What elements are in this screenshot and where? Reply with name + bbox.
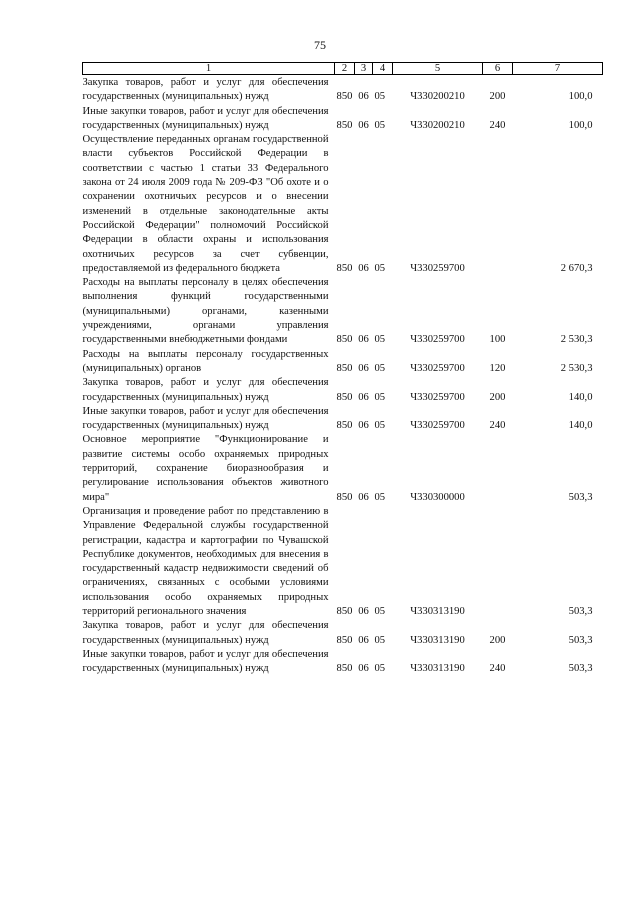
razdel-cell: 06 (358, 605, 369, 617)
table-row (83, 376, 603, 405)
sum-cell: 140,0 (568, 391, 593, 403)
row-name-cell: Закупка товаров, работ и услуг для обеспечения государственных (муниципальных) нужд (82, 620, 329, 646)
csr-cell: Ч330259700 (410, 334, 465, 346)
row-name-cell: Закупка товаров, работ и услуг для обеспечения государственных (муниципальных) нужд (82, 377, 329, 403)
row-name-cell: Расходы на выплаты персоналу в целях обеспечения выполнения функций государственными (муниципальными) органами, казенными учреждениями, органами управления государственными внебюджетными фондами (82, 277, 329, 346)
csr-cell: Ч330259700 (410, 262, 465, 274)
razdel-cell: 06 (358, 663, 369, 675)
table-row (83, 648, 603, 677)
row-name-cell: Основное мероприятие "Функционирование и развитие системы особо охраняемых природных территорий, сохранение биоразнообразия и регулирование использования объектов животного мира" (82, 434, 329, 503)
podrazdel-cell: 05 (374, 119, 386, 131)
table-row (83, 133, 603, 276)
table-row (83, 105, 603, 134)
row-name-cell: Иные закупки товаров, работ и услуг для обеспечения государственных (муниципальных) нужд (82, 648, 329, 675)
vr-cell: 200 (489, 391, 506, 403)
sum-cell: 503,3 (568, 634, 593, 646)
row-name-cell: Осуществление переданных органам государственной власти субъектов Российской Федерации в соответствии с частью 1 статьи 33 Федерального закона от 24 июля 2009 года № 209-ФЗ "Об охоте и о сохранении охотничьих ресурсов и о внесении изменений в отдельные законодательные акты Российской Федерации" полномочий Российской Федерации в области охраны и использования охотничьих ресурсов за счет субвенции, предоставляемой из федерального бюджета (82, 134, 329, 274)
csr-cell: Ч330259700 (410, 391, 465, 403)
csr-cell: Ч330300000 (410, 491, 465, 503)
sum-cell: 140,0 (568, 420, 593, 432)
podrazdel-cell: 05 (374, 262, 386, 274)
grbs-cell: 850 (336, 119, 353, 131)
csr-cell: Ч330313190 (410, 634, 465, 646)
podrazdel-cell: 05 (374, 663, 386, 675)
sum-cell: 503,3 (568, 491, 593, 503)
vr-cell (483, 505, 513, 619)
page-number: 75 (314, 38, 326, 52)
vr-cell (483, 433, 513, 504)
grbs-cell: 850 (336, 491, 353, 503)
row-name-cell: Иные закупки товаров, работ и услуг для обеспечения государственных (муниципальных) нужд (82, 105, 329, 131)
budget-table (82, 62, 603, 676)
csr-cell: Ч330259700 (410, 420, 465, 432)
sum-cell: 100,0 (568, 91, 593, 103)
table-row (83, 433, 603, 504)
vr-cell: 200 (489, 91, 506, 103)
podrazdel-cell: 05 (374, 420, 386, 432)
razdel-cell: 06 (358, 262, 369, 274)
row-name-cell: Расходы на выплаты персоналу государственных (муниципальных) органов (82, 348, 329, 374)
vr-cell: 240 (489, 119, 506, 131)
vr-cell: 120 (489, 362, 506, 374)
podrazdel-cell: 05 (374, 634, 386, 646)
table-body (83, 75, 603, 677)
row-name-cell: Иные закупки товаров, работ и услуг для обеспечения государственных (муниципальных) нужд (82, 405, 329, 432)
podrazdel-cell: 05 (374, 491, 386, 503)
column-header: 2 (335, 63, 355, 75)
podrazdel-cell: 05 (374, 91, 386, 103)
podrazdel-cell: 05 (374, 334, 386, 346)
column-header: 6 (483, 63, 513, 75)
column-header: 5 (393, 63, 483, 75)
csr-cell: Ч330313190 (410, 605, 465, 617)
razdel-cell: 06 (358, 91, 369, 103)
sum-cell: 503,3 (568, 605, 593, 617)
sum-cell: 100,0 (568, 119, 593, 131)
column-header: 3 (355, 63, 373, 75)
vr-cell: 100 (489, 334, 506, 346)
podrazdel-cell: 05 (374, 391, 386, 403)
sum-cell: 503,3 (568, 663, 593, 675)
grbs-cell: 850 (336, 391, 353, 403)
column-header: 7 (513, 63, 603, 75)
grbs-cell: 850 (336, 91, 353, 103)
csr-cell: Ч330200210 (410, 91, 465, 103)
grbs-cell: 850 (336, 605, 353, 617)
grbs-cell: 850 (336, 634, 353, 646)
sum-cell: 2 670,3 (560, 262, 593, 274)
razdel-cell: 06 (358, 634, 369, 646)
podrazdel-cell: 05 (374, 605, 386, 617)
grbs-cell: 850 (336, 420, 353, 432)
grbs-cell: 850 (336, 663, 353, 675)
column-header: 4 (373, 63, 393, 75)
vr-cell: 200 (489, 634, 506, 646)
vr-cell: 240 (489, 420, 506, 432)
table-row (83, 276, 603, 347)
table-row (83, 505, 603, 619)
table-row (83, 405, 603, 434)
csr-cell: Ч330200210 (410, 119, 465, 131)
table-row (83, 348, 603, 377)
sum-cell: 2 530,3 (560, 362, 593, 374)
csr-cell: Ч330313190 (410, 663, 465, 675)
column-number-header (83, 63, 603, 75)
grbs-cell: 850 (336, 362, 353, 374)
csr-cell: Ч330259700 (410, 362, 465, 374)
grbs-cell: 850 (336, 262, 353, 274)
podrazdel-cell: 05 (374, 362, 386, 374)
razdel-cell: 06 (358, 362, 369, 374)
table-row (83, 75, 603, 105)
column-header: 1 (83, 63, 335, 75)
row-name-cell: Организация и проведение работ по представлению в Управление Федеральной службы государственной регистрации, кадастра и картографии по Чувашской Республике документов, необходимых для внесения в государственный кадастр недвижимости сведений об ограничениях, связанных с особыми условиями использования особо охраняемых природных территорий регионального значения (82, 505, 329, 617)
sum-cell: 2 530,3 (560, 334, 593, 346)
row-name-cell: Закупка товаров, работ и услуг для обеспечения государственных (муниципальных) нужд (82, 77, 329, 103)
grbs-cell: 850 (336, 334, 353, 346)
razdel-cell: 06 (358, 491, 369, 503)
razdel-cell: 06 (358, 119, 369, 131)
table-row (83, 619, 603, 648)
razdel-cell: 06 (358, 334, 369, 346)
razdel-cell: 06 (358, 391, 369, 403)
vr-cell: 240 (489, 663, 506, 675)
razdel-cell: 06 (358, 420, 369, 432)
vr-cell (483, 133, 513, 276)
